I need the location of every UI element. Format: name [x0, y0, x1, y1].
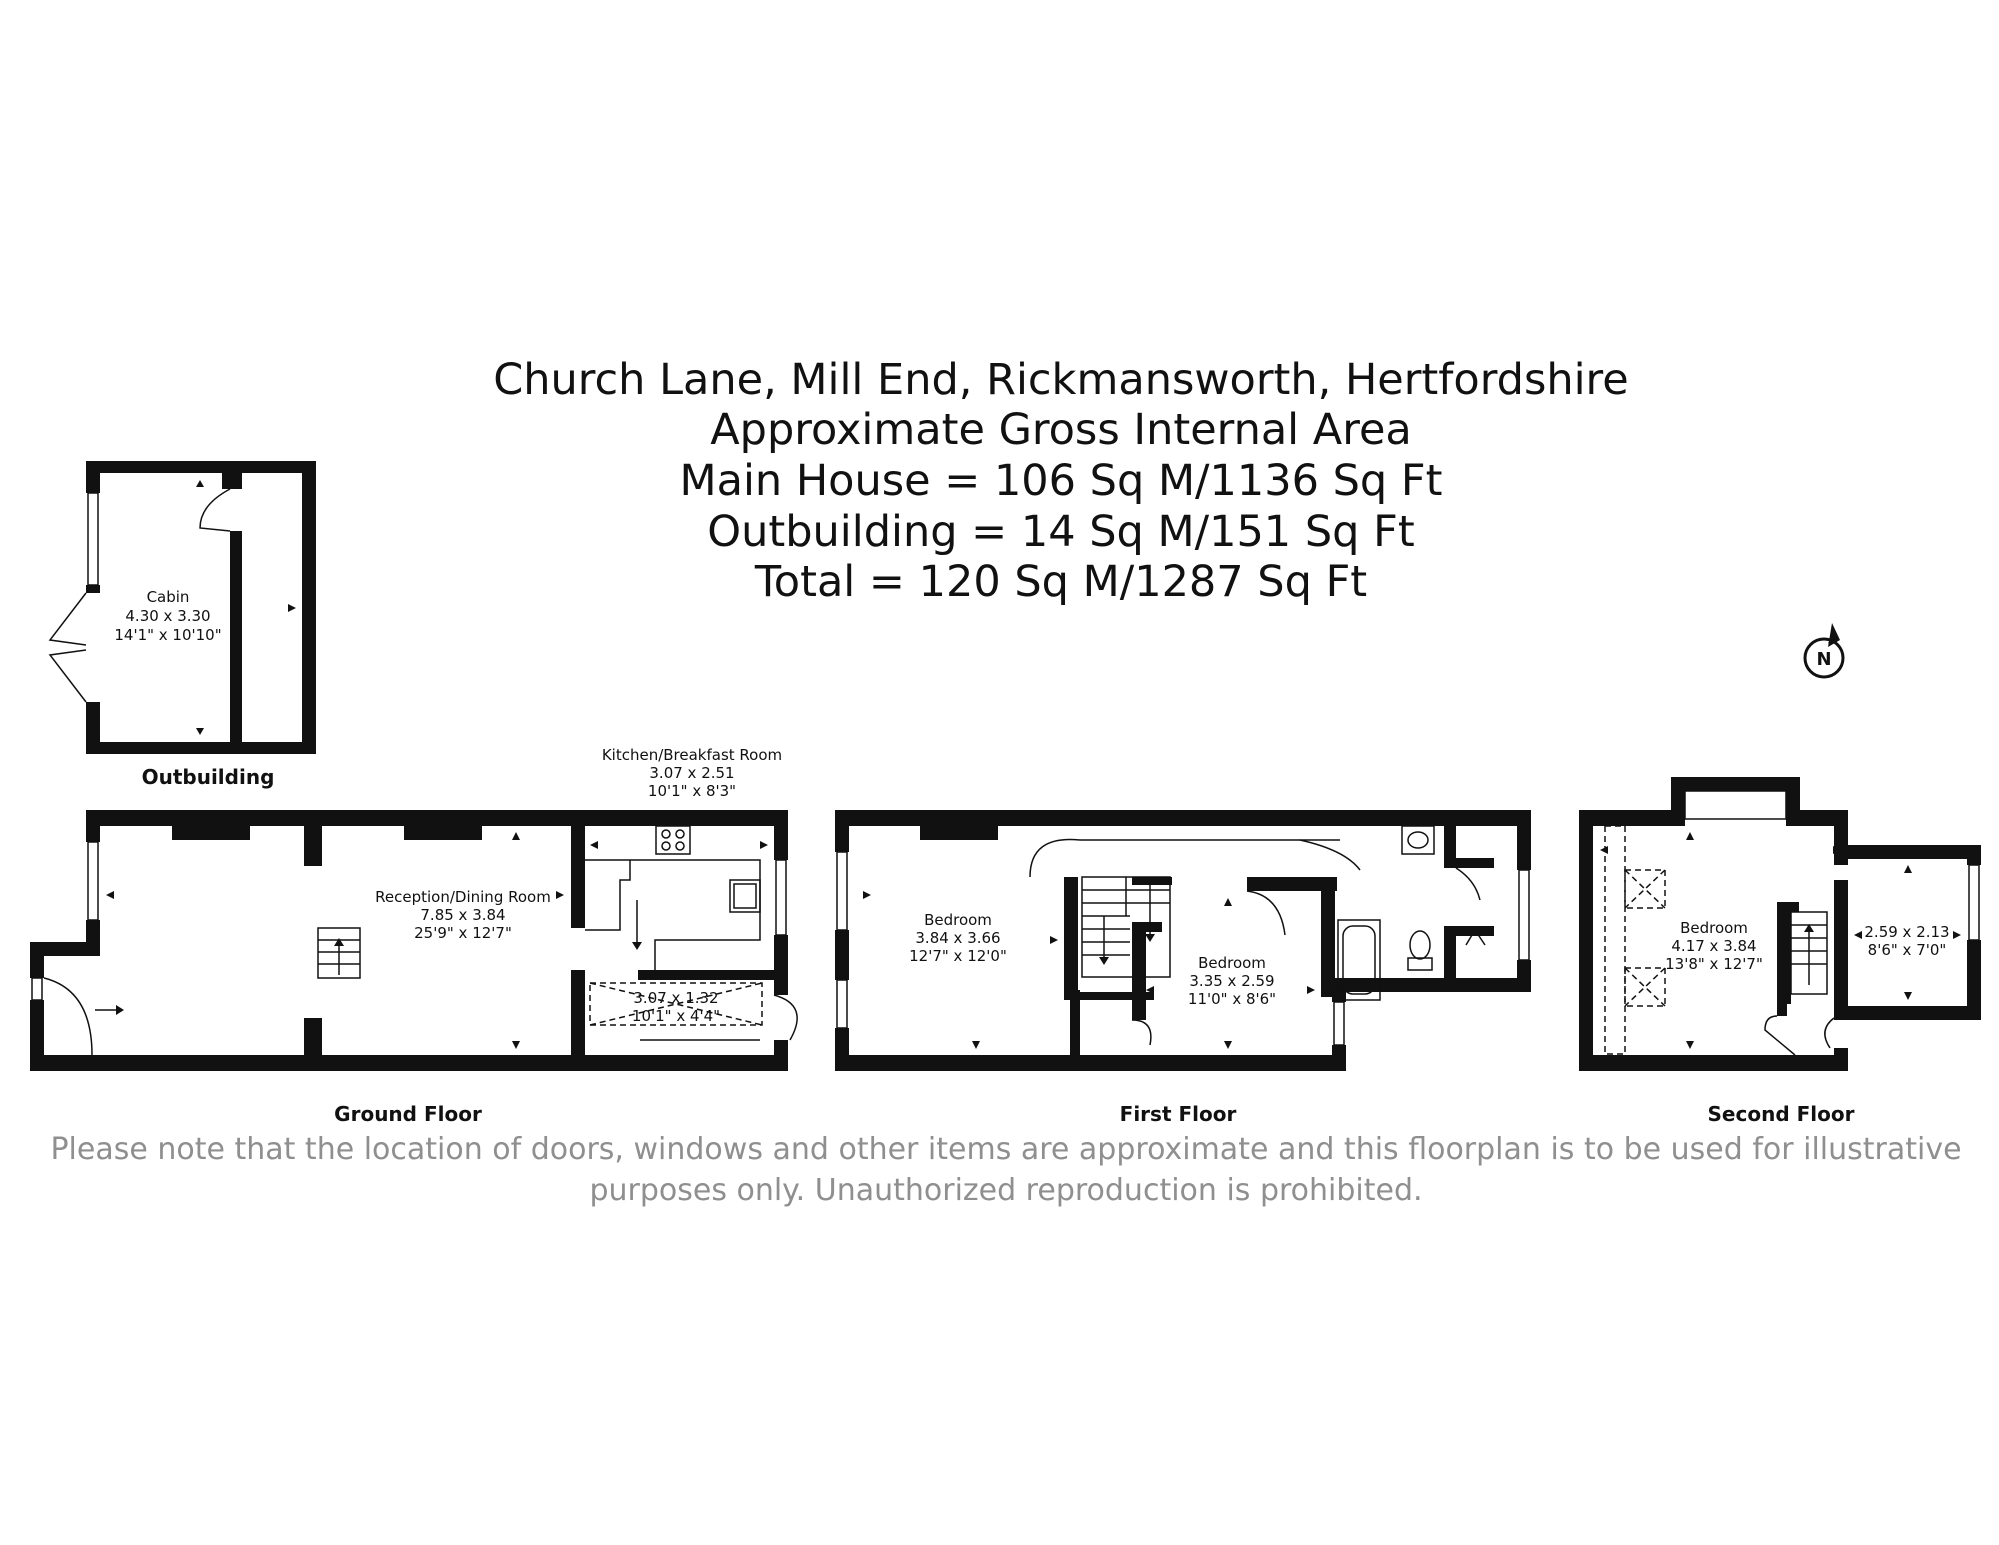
utility-imperial: 10'1" x 4'4"	[631, 1007, 721, 1025]
ground-floor-plan	[30, 746, 797, 1071]
second-room-imperial: 8'6" x 7'0"	[1867, 941, 1947, 959]
title-total-area: Total = 120 Sq M/1287 Sq Ft	[754, 557, 1368, 607]
bedroom1-imperial: 12'7" x 12'0"	[909, 947, 1007, 965]
bedroom2-metric: 3.35 x 2.59	[1189, 972, 1275, 990]
reception-metric: 7.85 x 3.84	[420, 906, 506, 924]
plan-title	[493, 355, 1629, 607]
bedroom3-imperial: 13'8" x 12'7"	[1665, 955, 1763, 973]
title-main-house-area: Main House = 106 Sq M/1136 Sq Ft	[679, 456, 1443, 506]
floor-label-second: Second Floor	[1707, 1102, 1855, 1126]
kitchen-imperial: 10'1" x 8'3"	[647, 782, 737, 800]
reception-name: Reception/Dining Room	[375, 888, 551, 906]
bedroom2-name: Bedroom	[1198, 954, 1266, 972]
disclaimer-line1: Please note that the location of doors, windows and other items are approximate and this floorplan is to be used for illustrative	[50, 1132, 1962, 1167]
kitchen-metric: 3.07 x 2.51	[649, 764, 735, 782]
compass-label: N	[1816, 649, 1832, 670]
title-area-heading: Approximate Gross Internal Area	[710, 405, 1412, 455]
cabin-metric: 4.30 x 3.30	[125, 607, 211, 625]
title-outbuilding-area: Outbuilding = 14 Sq M/151 Sq Ft	[707, 507, 1415, 557]
floor-label-outbuilding: Outbuilding	[141, 765, 275, 789]
compass-icon	[1805, 623, 1843, 677]
disclaimer-line2: purposes only. Unauthorized reproduction is prohibited.	[589, 1173, 1423, 1208]
cabin-imperial: 14'1" x 10'10"	[114, 626, 222, 644]
bedroom1-metric: 3.84 x 3.66	[915, 929, 1001, 947]
bedroom1-name: Bedroom	[924, 911, 992, 929]
floor-label-first: First Floor	[1119, 1102, 1237, 1126]
second-floor-plan	[1579, 777, 1981, 1071]
utility-metric: 3.07 x 1.32	[633, 989, 719, 1007]
first-floor-plan	[835, 810, 1531, 1071]
bedroom2-imperial: 11'0" x 8'6"	[1187, 990, 1277, 1008]
kitchen-name: Kitchen/Breakfast Room	[601, 746, 783, 764]
bedroom3-name: Bedroom	[1680, 919, 1748, 937]
title-address: Church Lane, Mill End, Rickmansworth, Hertfordshire	[493, 355, 1629, 405]
disclaimer	[50, 1132, 1961, 1208]
reception-imperial: 25'9" x 12'7"	[414, 924, 512, 942]
second-room-metric: 2.59 x 2.13	[1864, 923, 1950, 941]
floor-label-ground: Ground Floor	[334, 1102, 482, 1126]
cabin-name: Cabin	[146, 588, 190, 606]
bedroom3-metric: 4.17 x 3.84	[1671, 937, 1757, 955]
outbuilding-plan	[50, 461, 316, 754]
